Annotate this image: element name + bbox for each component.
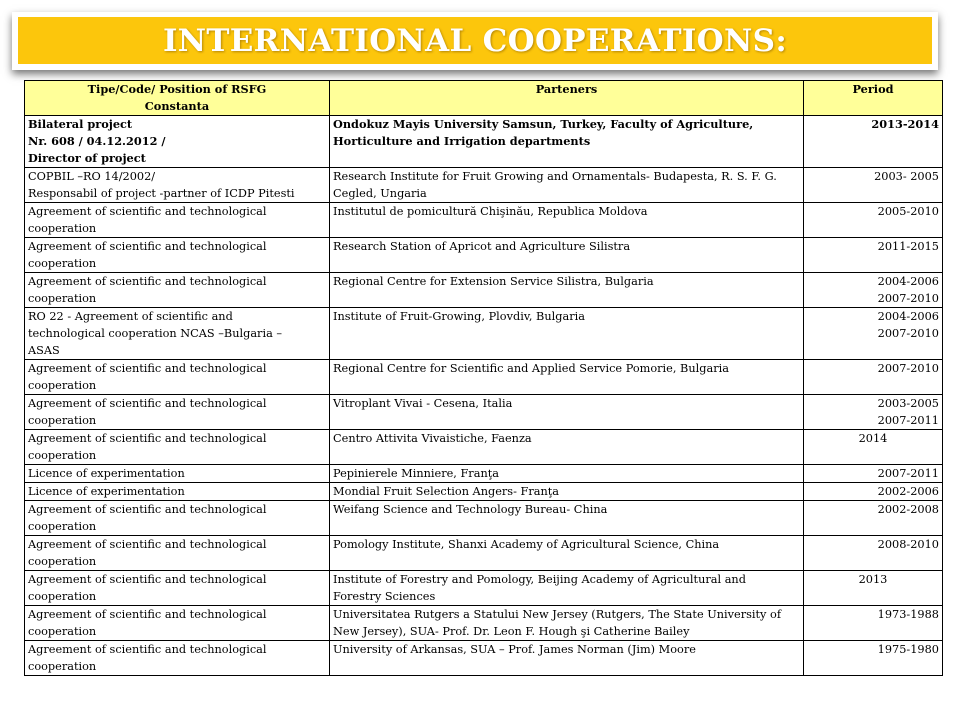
partners-cell-line: Weifang Science and Technology Bureau- China: [333, 503, 608, 516]
partners-cell-line: Mondial Fruit Selection Angers- Franţa: [333, 485, 560, 498]
partners-cell-line: New Jersey), SUA- Prof. Dr. Leon F. Hough şi Catherine Bailey: [333, 625, 690, 638]
partners-cell: [330, 273, 804, 308]
type-cell-line: Agreement of scientific and technological: [28, 275, 267, 288]
type-cell-line: ASAS: [28, 344, 60, 357]
type-cell-line: COPBIL –RO 14/2002/: [28, 170, 156, 183]
partners-cell-line: Ondokuz Mayis University Samsun, Turkey, Faculty of Agriculture,: [333, 117, 754, 131]
period-cell: [804, 203, 943, 238]
period-cell-line: 2013-2014: [871, 117, 939, 131]
table-row: [25, 116, 943, 168]
period-cell-line: 2007-2010: [877, 292, 939, 305]
type-cell: [25, 116, 330, 168]
partners-cell-line: Pepinierele Minniere, Franţa: [333, 467, 499, 480]
period-cell: [804, 483, 943, 501]
type-cell-line: Agreement of scientific and technological: [28, 205, 267, 218]
type-cell-line: Agreement of scientific and technological: [28, 362, 267, 375]
partners-cell: [330, 308, 804, 360]
table-row: [25, 606, 943, 641]
table-header-row: [25, 81, 943, 116]
type-cell-line: Agreement of scientific and technological: [28, 608, 267, 621]
period-cell-line: 2003- 2005: [874, 170, 939, 183]
period-cell-line: 2005-2010: [877, 205, 939, 218]
table-row: [25, 168, 943, 203]
period-cell-line: 2007-2011: [877, 414, 939, 427]
partners-cell-line: Forestry Sciences: [333, 590, 436, 603]
table-row: [25, 501, 943, 536]
type-cell-line: Agreement of scientific and technological: [28, 397, 267, 410]
cooperations-table: [24, 80, 943, 676]
type-cell: [25, 238, 330, 273]
column-header-type: [25, 81, 330, 116]
type-cell: [25, 641, 330, 676]
period-cell-line: 2008-2010: [877, 538, 939, 551]
type-cell-line: Agreement of scientific and technological: [28, 240, 267, 253]
type-cell: [25, 606, 330, 641]
table-row: [25, 571, 943, 606]
period-cell-line: 2002-2008: [877, 503, 939, 516]
type-cell-line: cooperation: [28, 590, 97, 603]
period-cell-line: 2007-2010: [877, 362, 939, 375]
type-cell-line: Bilateral project: [28, 117, 133, 131]
type-cell-line: Agreement of scientific and technological: [28, 503, 267, 516]
partners-cell-line: Vitroplant Vivai - Cesena, Italia: [333, 397, 513, 410]
partners-cell-line: University of Arkansas, SUA – Prof. James Norman (Jim) Moore: [333, 643, 696, 656]
type-cell-line: cooperation: [28, 222, 97, 235]
type-cell: [25, 203, 330, 238]
type-cell: [25, 360, 330, 395]
type-cell: [25, 308, 330, 360]
type-cell-line: Agreement of scientific and technological: [28, 573, 267, 586]
period-cell: [804, 571, 943, 606]
period-cell: [804, 395, 943, 430]
type-cell-line: Director of project: [28, 151, 146, 165]
period-cell: [804, 273, 943, 308]
type-cell-line: Agreement of scientific and technological: [28, 643, 267, 656]
partners-cell-line: Institute of Fruit-Growing, Plovdiv, Bulgaria: [333, 310, 585, 323]
type-cell: [25, 571, 330, 606]
period-cell: [804, 116, 943, 168]
partners-cell: [330, 238, 804, 273]
type-cell-line: cooperation: [28, 625, 97, 638]
period-cell: [804, 641, 943, 676]
partners-cell: [330, 501, 804, 536]
type-cell: [25, 483, 330, 501]
type-cell: [25, 273, 330, 308]
period-cell: [804, 536, 943, 571]
type-cell: [25, 501, 330, 536]
partners-cell-line: Horticulture and Irrigation departments: [333, 134, 591, 148]
page-title: INTERNATIONAL COOPERATIONS:: [162, 22, 788, 59]
period-cell: [804, 168, 943, 203]
period-cell-line: 2004-2006: [877, 310, 939, 323]
table-row: [25, 273, 943, 308]
period-cell: [804, 501, 943, 536]
type-cell: [25, 536, 330, 571]
type-cell-line: Licence of experimentation: [28, 485, 185, 498]
table-row: [25, 308, 943, 360]
type-cell-line: technological cooperation NCAS –Bulgaria –: [28, 327, 283, 340]
period-cell-line: 1973-1988: [877, 608, 939, 621]
period-cell-line: 2014: [858, 432, 888, 445]
type-cell-line: cooperation: [28, 660, 97, 673]
partners-cell: [330, 203, 804, 238]
period-cell: [804, 308, 943, 360]
partners-cell-line: Research Institute for Fruit Growing and Ornamentals- Budapesta, R. S. F. G.: [333, 170, 777, 183]
period-cell-line: 1975-1980: [877, 643, 939, 656]
type-cell-line: Responsabil of project -partner of ICDP Pitesti: [28, 187, 295, 200]
partners-cell-line: Cegled, Ungaria: [333, 187, 427, 200]
partners-cell-line: Centro Attivita Vivaistiche, Faenza: [333, 432, 532, 445]
column-header-type-line: Tipe/Code/ Position of RSFG: [87, 82, 267, 96]
period-cell: [804, 360, 943, 395]
period-cell: [804, 606, 943, 641]
period-cell: [804, 238, 943, 273]
type-cell-line: cooperation: [28, 257, 97, 270]
period-cell-line: 2011-2015: [877, 240, 939, 253]
partners-cell-line: Pomology Institute, Shanxi Academy of Agricultural Science, China: [333, 538, 720, 551]
period-cell-line: 2004-2006: [877, 275, 939, 288]
table-row: [25, 430, 943, 465]
table-row: [25, 395, 943, 430]
title-banner-fill: [18, 17, 932, 64]
period-cell-line: 2003-2005: [877, 397, 939, 410]
partners-cell: [330, 360, 804, 395]
partners-cell-line: Institute of Forestry and Pomology, Beijing Academy of Agricultural and: [333, 573, 746, 586]
type-cell: [25, 395, 330, 430]
type-cell: [25, 430, 330, 465]
type-cell-line: Agreement of scientific and technological: [28, 538, 267, 551]
partners-cell-line: Institutul de pomicultură Chişinău, Republica Moldova: [333, 205, 648, 218]
type-cell-line: cooperation: [28, 555, 97, 568]
partners-cell: [330, 606, 804, 641]
type-cell-line: cooperation: [28, 414, 97, 427]
column-header-period: [804, 81, 943, 116]
type-cell-line: Nr. 608 / 04.12.2012 /: [28, 134, 166, 148]
partners-cell-line: Regional Centre for Extension Service Silistra, Bulgaria: [333, 275, 654, 288]
type-cell-line: cooperation: [28, 292, 97, 305]
partners-cell-line: Regional Centre for Scientific and Applied Service Pomorie, Bulgaria: [333, 362, 729, 375]
type-cell-line: cooperation: [28, 379, 97, 392]
partners-cell: [330, 395, 804, 430]
period-cell: [804, 430, 943, 465]
table-row: [25, 238, 943, 273]
type-cell-line: cooperation: [28, 449, 97, 462]
column-header-partners-label: Parteners: [535, 82, 598, 96]
partners-cell: [330, 483, 804, 501]
table-row: [25, 203, 943, 238]
table-row: [25, 641, 943, 676]
partners-cell-line: Research Station of Apricot and Agriculture Silistra: [333, 240, 631, 253]
period-cell-line: 2002-2006: [877, 485, 939, 498]
type-cell-line: Agreement of scientific and technological: [28, 432, 267, 445]
period-cell-line: 2013: [858, 573, 888, 586]
type-cell-line: cooperation: [28, 520, 97, 533]
title-banner: [12, 12, 938, 70]
partners-cell: [330, 430, 804, 465]
table-row: [25, 360, 943, 395]
type-cell-line: Licence of experimentation: [28, 467, 185, 480]
table-body: [25, 116, 943, 676]
partners-cell: [330, 536, 804, 571]
column-header-type-line: Constanta: [144, 99, 210, 113]
partners-cell: [330, 168, 804, 203]
period-cell-line: 2007-2011: [877, 467, 939, 480]
table-row: [25, 483, 943, 501]
partners-cell: [330, 116, 804, 168]
partners-cell: [330, 641, 804, 676]
column-header-partners: [330, 81, 804, 116]
table-row: [25, 536, 943, 571]
period-cell: [804, 465, 943, 483]
table-row: [25, 465, 943, 483]
partners-cell: [330, 571, 804, 606]
type-cell: [25, 168, 330, 203]
type-cell: [25, 465, 330, 483]
period-cell-line: 2007-2010: [877, 327, 939, 340]
type-cell-line: RO 22 - Agreement of scientific and: [28, 310, 233, 323]
partners-cell-line: Universitatea Rutgers a Statului New Jersey (Rutgers, The State University of: [333, 608, 782, 621]
partners-cell: [330, 465, 804, 483]
column-header-period-label: Period: [852, 82, 894, 96]
